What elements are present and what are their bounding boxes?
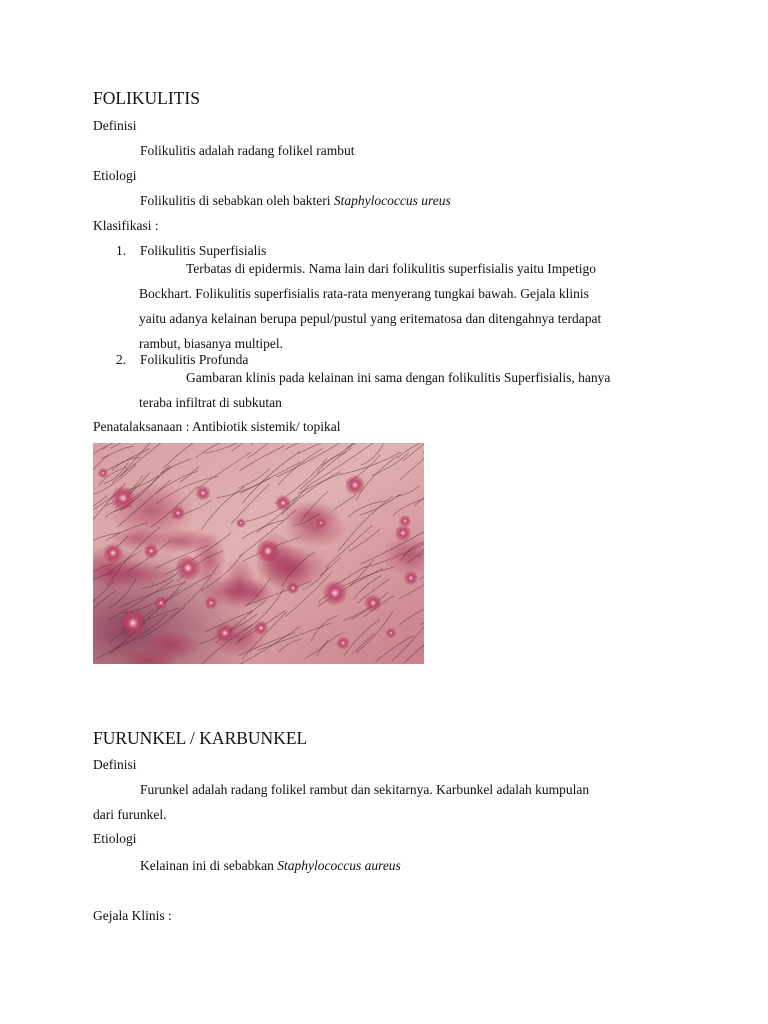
section-title-folikulitis: FOLIKULITIS xyxy=(93,88,200,108)
list-item-line: Gambaran klinis pada kelainan ini sama dengan folikulitis Superfisialis, hanya xyxy=(186,370,611,385)
folliculitis-skin-photo xyxy=(93,443,424,664)
pustule xyxy=(275,495,292,512)
erythema-patch xyxy=(284,509,348,548)
skin-lesion-illustration xyxy=(93,443,424,664)
list-item-line: Terbatas di epidermis. Nama lain dari folikulitis superfisialis yaitu Impetigo xyxy=(186,261,596,276)
definisi-label: Definisi xyxy=(93,757,137,772)
pustule xyxy=(154,596,167,609)
gejala-klinis-label: Gejala Klinis : xyxy=(93,908,172,923)
list-item-number: 1. xyxy=(116,243,127,258)
list-item-title: Folikulitis Superfisialis xyxy=(140,243,267,258)
pustule xyxy=(395,525,412,542)
pustule xyxy=(386,628,397,639)
list-item-line: yaitu adanya kelainan berupa pepul/pustul yang eritematosa dan ditengahnya terdapat xyxy=(139,311,602,326)
list-item-line: rambut, biasanya multipel. xyxy=(139,336,283,351)
pustule xyxy=(287,582,300,595)
pustule xyxy=(195,485,211,501)
etiologi-label: Etiologi xyxy=(93,168,137,183)
etiologi-text-plain: Folikulitis di sebabkan oleh bakteri xyxy=(140,193,334,208)
erythema-patch xyxy=(143,631,201,660)
definisi-text: Furunkel adalah radang folikel rambut dan sekitarnya. Karbunkel adalah kumpulan xyxy=(140,782,590,797)
pustule xyxy=(143,543,159,559)
pustule xyxy=(256,539,280,563)
section-title-furunkel: FURUNKEL / KARBUNKEL xyxy=(93,728,308,748)
pustule xyxy=(204,596,217,609)
pustule xyxy=(98,468,108,478)
pustule xyxy=(119,609,147,637)
pustule xyxy=(111,486,136,511)
pustule xyxy=(175,555,201,581)
pustule xyxy=(322,580,348,606)
etiologi-organism: Staphylococcus ureus xyxy=(333,193,451,208)
pustule xyxy=(171,506,185,520)
etiologi-text xyxy=(140,193,451,209)
etiologi-text xyxy=(140,858,401,874)
pustule xyxy=(316,518,327,529)
pustule xyxy=(404,571,419,586)
etiologi-text-plain: Kelainan ini di sebabkan xyxy=(140,858,278,873)
pustule xyxy=(236,518,246,528)
pustule xyxy=(336,636,350,650)
pustule xyxy=(345,475,366,496)
list-item-line: Bockhart. Folikulitis superfisialis rata-rata menyerang tungkai bawah. Gejala klinis xyxy=(139,286,589,301)
pustule xyxy=(364,594,382,612)
definisi-label: Definisi xyxy=(93,118,137,133)
pustule xyxy=(254,621,269,636)
pustule xyxy=(103,543,123,563)
pustule xyxy=(215,623,234,642)
etiologi-organism: Staphylococcus aureus xyxy=(277,858,401,873)
list-item-title: Folikulitis Profunda xyxy=(140,352,249,367)
klasifikasi-label: Klasifikasi : xyxy=(93,218,159,233)
penatalaksanaan-text: Penatalaksanaan : Antibiotik sistemik/ topikal xyxy=(93,419,341,434)
etiologi-label: Etiologi xyxy=(93,831,137,846)
list-item-number: 2. xyxy=(116,352,127,367)
list-item-line: teraba infiltrat di subkutan xyxy=(139,395,282,410)
definisi-text: Folikulitis adalah radang folikel rambut xyxy=(140,143,355,158)
definisi-text: dari furunkel. xyxy=(93,807,167,822)
